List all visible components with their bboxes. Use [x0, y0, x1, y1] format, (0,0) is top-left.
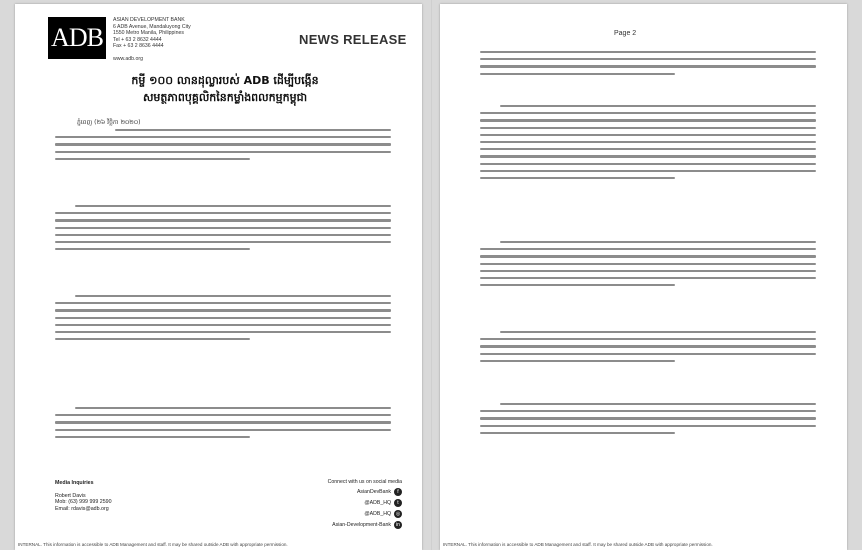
- social-label: AsianDevBank: [356, 489, 391, 495]
- text-line: [480, 338, 816, 340]
- contact-email[interactable]: Email: rdavis@adb.org: [55, 505, 109, 512]
- text-line: [55, 324, 391, 326]
- body-paragraph: [480, 100, 816, 179]
- text-line: [55, 338, 250, 340]
- press-release-page-1: [15, 4, 422, 550]
- text-line: [480, 277, 816, 279]
- linkedin-icon: in: [394, 521, 402, 529]
- instagram-icon: ◎: [395, 511, 401, 517]
- text-line: [75, 407, 391, 409]
- confidentiality-footer: INTERNAL. This information is accessible to ADB Management and staff. It may be shared outside ADB with appropriate permission.: [18, 542, 288, 547]
- address-line: 1550 Metro Manila, Philippines: [113, 30, 184, 37]
- text-line: [480, 155, 816, 157]
- text-line: [480, 248, 816, 250]
- contact-mobile: Mob: (63) 999 999 2590: [55, 499, 112, 506]
- title-line: កម្ចី ១០០ លានដុល្លារបស់ ADB ដើម្បីបង្កើន: [131, 74, 319, 87]
- body-paragraph: [480, 326, 816, 362]
- text-line: [480, 163, 816, 165]
- text-line: [480, 270, 816, 272]
- text-line: [500, 331, 816, 333]
- adb-logo: ADB: [48, 17, 106, 59]
- release-title: [55, 72, 395, 106]
- text-line: [55, 414, 391, 416]
- phone-line: Tel + 63 2 8632 4444: [113, 36, 162, 43]
- facebook-icon: f: [394, 488, 402, 496]
- page-divider: [431, 0, 432, 550]
- social-label: @ADB_HQ: [364, 511, 391, 517]
- fax-line: Fax + 63 2 8636 4444: [113, 43, 164, 50]
- body-paragraph: [480, 46, 816, 75]
- text-line: [55, 143, 391, 145]
- body-paragraph: [480, 236, 816, 286]
- org-name: ASIAN DEVELOPMENT BANK: [113, 17, 185, 23]
- text-line: [480, 360, 675, 362]
- text-line: [500, 105, 816, 107]
- text-line: [55, 234, 391, 236]
- confidentiality-footer: INTERNAL. This information is accessible to ADB Management and staff. It may be shared outside ADB with appropriate permission.: [443, 542, 713, 547]
- text-line: [480, 417, 816, 419]
- title-line: សមត្ថភាពបុគ្គលិកនៃកម្លាំងពលកម្មកម្ពុជា: [142, 91, 308, 104]
- text-line: [500, 241, 816, 243]
- text-line: [55, 429, 391, 431]
- text-line: [55, 227, 391, 229]
- text-line: [480, 65, 816, 67]
- text-line: [55, 212, 391, 214]
- news-release-heading: NEWS RELEASE: [299, 32, 407, 47]
- text-line: [480, 255, 816, 257]
- text-line: [480, 425, 816, 427]
- body-paragraph: [480, 398, 816, 434]
- social-link-twitter[interactable]: [328, 499, 402, 507]
- text-line: [480, 170, 816, 172]
- text-line: [55, 136, 391, 138]
- text-line: [480, 127, 816, 129]
- text-line: [55, 317, 391, 319]
- social-media-block: [328, 479, 402, 529]
- social-label: Asian-Development-Bank: [332, 522, 391, 528]
- media-inquiries: [55, 480, 112, 512]
- text-line: [480, 410, 816, 412]
- media-heading: Media Inquiries: [55, 480, 94, 486]
- body-paragraph: [55, 200, 391, 250]
- text-line: [500, 403, 816, 405]
- text-line: [480, 51, 816, 53]
- text-line: [55, 158, 250, 160]
- press-release-page-2: [440, 4, 847, 550]
- text-line: [55, 421, 391, 423]
- body-paragraph: [55, 124, 391, 160]
- text-line: [480, 119, 816, 121]
- text-line: [55, 151, 391, 153]
- text-line: [480, 148, 816, 150]
- address-block: [113, 17, 191, 63]
- twitter-icon: t: [394, 499, 402, 507]
- text-line: [55, 248, 250, 250]
- text-line: [75, 295, 391, 297]
- dateline: ភ្នំពេញ (២៦ វិច្ឆិកា ២០២០): [77, 119, 141, 126]
- text-line: [55, 241, 391, 243]
- page-number: Page 2: [614, 30, 637, 37]
- text-line: [480, 263, 816, 265]
- text-line: [55, 309, 391, 311]
- text-line: [480, 58, 816, 60]
- contact-name: Robert Davis: [55, 492, 86, 499]
- social-link-facebook[interactable]: [328, 488, 402, 496]
- text-line: [480, 353, 816, 355]
- text-line: [55, 436, 250, 438]
- text-line: [480, 177, 675, 179]
- body-paragraph: [55, 290, 391, 340]
- text-line: [75, 205, 391, 207]
- social-heading: Connect with us on social media: [327, 479, 402, 485]
- text-line: [480, 112, 816, 114]
- text-line: [480, 284, 675, 286]
- text-line: [55, 219, 391, 221]
- body-paragraph: [55, 402, 391, 438]
- text-line: [480, 141, 816, 143]
- text-line: [480, 432, 675, 434]
- social-link-instagram[interactable]: [328, 510, 402, 518]
- social-label: @ADB_HQ: [364, 500, 391, 506]
- website-link[interactable]: www.adb.org: [113, 55, 143, 62]
- text-line: [480, 345, 816, 347]
- social-link-linkedin[interactable]: [328, 521, 402, 529]
- text-line: [55, 302, 391, 304]
- text-line: [480, 73, 675, 75]
- text-line: [480, 134, 816, 136]
- text-line: [115, 129, 391, 131]
- address-line: 6 ADB Avenue, Mandaluyong City: [113, 23, 191, 30]
- text-line: [55, 331, 391, 333]
